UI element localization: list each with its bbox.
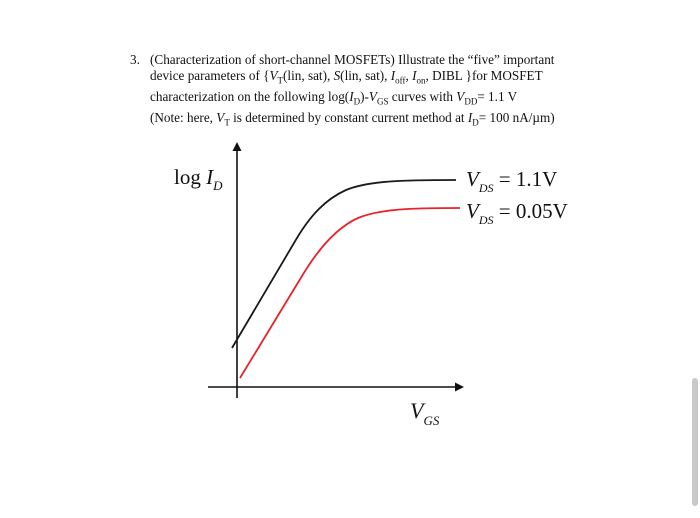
x-axis-label-var: V: [410, 398, 424, 423]
question-text-1: (Characterization of short-channel MOSFETs) Illustrate the “five” important: [150, 52, 555, 67]
x-axis-label: [410, 398, 440, 428]
s-symbol: S: [333, 67, 341, 83]
vt-symbol: V: [269, 67, 278, 83]
vgs-symbol: V: [368, 88, 377, 104]
ion-subscript: on: [416, 75, 426, 86]
curve-vds-low: [240, 208, 460, 378]
curve-label-low: [466, 199, 568, 227]
question-text-2e: , DIBL }for MOSFET: [425, 67, 543, 83]
curve-label-high-value: = 1.1V: [493, 167, 558, 191]
question-text-2b: (lin, sat),: [283, 67, 334, 83]
vgs-subscript: GS: [376, 96, 389, 107]
vdd-symbol: V: [456, 88, 465, 104]
vt-subscript: T: [277, 75, 284, 86]
ioff-symbol: I: [390, 67, 396, 83]
curve-vds-high: [232, 180, 456, 348]
note-vt-subscript: T: [224, 117, 230, 128]
curve-label-high-var: V: [466, 167, 479, 191]
y-axis-label-var: I: [206, 165, 214, 189]
y-axis-label: [174, 165, 223, 193]
ioff-subscript: off: [395, 75, 406, 86]
scrollbar-thumb[interactable]: [692, 378, 698, 506]
question-text-4a: (Note: here,: [150, 109, 217, 125]
question-text-3d: = 1.1 V: [477, 88, 518, 104]
question-text-2d: ,: [405, 67, 413, 83]
note-vt-symbol: V: [216, 109, 225, 125]
y-axis-label-log: log: [174, 165, 201, 189]
curve-label-high: [466, 167, 557, 195]
question-text-3b: )-: [360, 88, 369, 104]
note-id-symbol: I: [467, 109, 473, 125]
vdd-subscript: DD: [464, 96, 478, 107]
question-text-2a: device parameters of {: [150, 67, 270, 83]
question-text-2c: (lin, sat),: [340, 67, 391, 83]
curve-label-low-sub: DS: [478, 213, 494, 227]
question-text-3c: curves with: [388, 88, 457, 104]
curve-label-high-sub: DS: [478, 181, 494, 195]
y-axis-label-sub: D: [213, 178, 223, 193]
curve-label-low-value: = 0.05V: [493, 199, 568, 223]
question-text-4b: is determined by constant current method at: [229, 109, 468, 125]
curve-label-low-var: V: [466, 199, 479, 223]
ion-symbol: I: [412, 67, 417, 83]
id-subscript: D: [353, 96, 361, 107]
id-symbol: I: [349, 88, 354, 104]
question-number: 3.: [130, 52, 140, 67]
question-text-4c: = 100 nA/µm): [478, 109, 555, 125]
x-axis-label-sub: GS: [423, 413, 440, 428]
question-text-3a: characterization on the following log(: [150, 88, 350, 104]
note-id-subscript: D: [472, 117, 479, 128]
